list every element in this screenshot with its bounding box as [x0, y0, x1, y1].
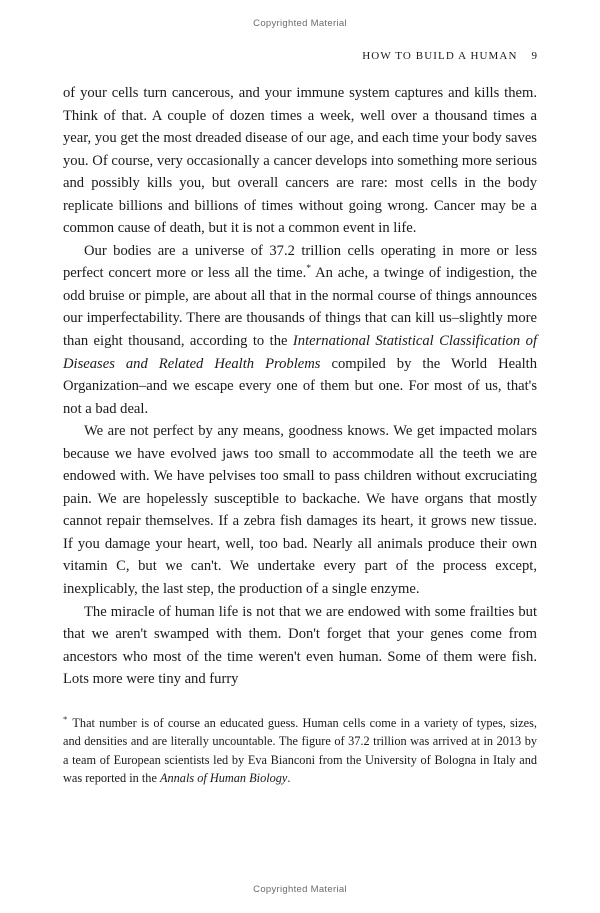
paragraph-text: of your cells turn cancerous, and your immune system captures and kills them. Think of that. A couple of dozen times a week, well over a thousand times a year, you get the most dreaded disease of our age, and each time your body saves you. Of course, very occasionally a cancer develops into something more serious and possibly kills you, but overall cancers are rare: most cells in the body replicate billions and billions of times without going wrong. Cancer may be a common cause of death, but it is not a common event in life. [63, 85, 537, 237]
footnote-text [63, 714, 537, 788]
watermark-bottom: Copyrighted Material [253, 884, 347, 895]
paragraph-text: The miracle of human life is not that we are endowed with some frailties but that we aren't swamped with them. Don't forget that your genes come from ancestors who most of the time weren't even human. Some of them were fish. Lots more were tiny and furry [63, 603, 537, 688]
running-head [362, 50, 537, 62]
running-head-title: HOW TO BUILD A HUMAN [362, 50, 518, 62]
footnote-block [63, 714, 537, 788]
footnote-text-part2: . [287, 771, 291, 786]
paragraph-text-cont: An ache, a twinge of indigestion, the odd bruise or pimple, are about all that in the normal course of things announces our imperfectability. There are thousands of things that can kill us–slightly more than eight thousand, according to the [63, 265, 537, 350]
watermark-top: Copyrighted Material [253, 18, 347, 29]
paragraph-text: We are not perfect by any means, goodness knows. We get impacted molars because we have evolved jaws too small to accommodate all the teeth we are endowed with. We have pelvises too small to pass children without excruciating pain. We are hopelessly susceptible to backache. We have organs that mostly cannot repair themselves. If a zebra fish damages its heart, it grows new tissue. If you damage your heart, well, too bad. Nearly all animals produce their own vitamin C, but we can't. We undertake every part of the process except, inexplicably, the last step, the production of a single enzyme. [63, 423, 537, 598]
page-number: 9 [531, 50, 537, 62]
footnote-text-part1: That number is of course an educated guess. Human cells come in a variety of types, sizes, and densities and are literally uncountable. The figure of 37.2 trillion was arrived at in 2013 by a team of European scientists led by Eva Bianconi from the University of Bologna in Italy and was reported in the [63, 716, 537, 786]
paragraph-miracle [63, 601, 537, 691]
cited-work-title: International Statistical Classification of Diseases and Related Health Problems [63, 333, 537, 372]
paragraph-continuation [63, 82, 537, 240]
footnote-marker: * [63, 713, 68, 724]
paragraph-cell-universe [63, 240, 537, 420]
paragraph-imperfections [63, 420, 537, 600]
body-text-column [63, 82, 537, 691]
paragraph-text-end: compiled by the World Health Organization–and we escape every one of them but one. For most of us, that's not a bad deal. [63, 355, 537, 417]
paragraph-text: Our bodies are a universe of 37.2 trillion cells operating in more or less perfect concert more or less all the time. [63, 242, 537, 282]
footnote-journal-title: Annals of Human Biology [159, 771, 288, 786]
footnote-reference-marker: * [306, 263, 312, 275]
